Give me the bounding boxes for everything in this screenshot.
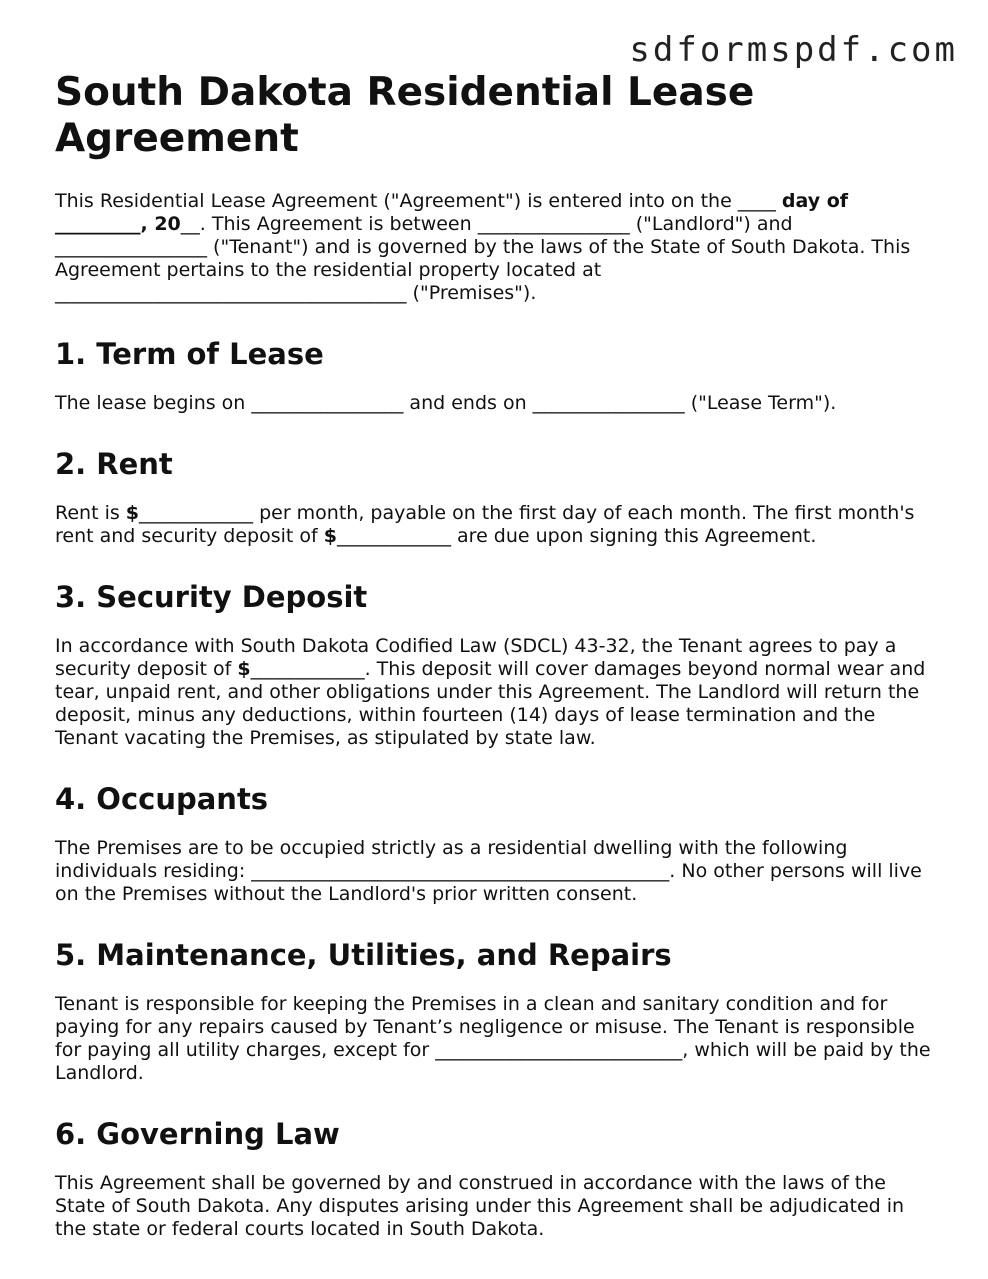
section-body (55, 1172, 935, 1241)
intro-text: This Residential Lease Agreement ("Agreement") is entered into on the ____ (55, 190, 782, 212)
section-rent (55, 447, 935, 548)
section-text: ____________ per month, payable on the first day of each month. The first month's rent and security deposit of (55, 502, 915, 547)
section-heading: 1. Term of Lease (55, 337, 324, 371)
section-text: Tenant is responsible for keeping the Premises in a clean and sanitary condition and for paying for any repairs caused by Tenant’s negligence or misuse. The Tenant is responsible for paying all utility charges, except for __________________________, which will be paid by the Landlord. (55, 993, 931, 1084)
document-title: South Dakota Residential Lease Agreement (55, 70, 755, 161)
intro-paragraph (55, 190, 935, 305)
intro-bold-date: day of _________, 20 (55, 190, 849, 235)
section-text: ____________ are due upon signing this Agreement. (337, 525, 817, 547)
section-body (55, 392, 935, 415)
section-heading: 3. Security Deposit (55, 580, 368, 614)
site-watermark: sdformspdf.com (629, 30, 958, 70)
intro-text-2: __. This Agreement is between ________________ ("Landlord") and ________________ ("Tenant") and is governed by the laws of the State of South Dakota. This Agreement pertains to the residential property located at _____________________________________ ("Premises"). (55, 213, 911, 304)
section-heading: 4. Occupants (55, 782, 269, 816)
document-page (55, 70, 935, 1241)
section-maintenance (55, 938, 935, 1085)
section-body (55, 502, 935, 548)
dollar-sign: $ (323, 525, 337, 547)
section-occupants (55, 782, 935, 906)
section-governing-law (55, 1117, 935, 1241)
section-text: This Agreement shall be governed by and construed in accordance with the laws of the State of South Dakota. Any disputes arising under this Agreement shall be adjudicated in the state or federal courts located in South Dakota. (55, 1172, 905, 1240)
dollar-sign: $ (125, 502, 140, 524)
section-text: In accordance with South Dakota Codified Law (SDCL) 43-32, the Tenant agrees to pay a security deposit of (55, 635, 897, 680)
section-body (55, 635, 935, 750)
section-security-deposit (55, 580, 935, 750)
section-text: ____________. This deposit will cover damages beyond normal wear and tear, unpaid rent, and other obligations under this Agreement. The Landlord will return the deposit, minus any deductions, within fourteen (14) days of lease termination and the Tenant vacating the Premises, as stipulated by state law. (55, 658, 926, 749)
dollar-sign: $ (237, 658, 251, 680)
section-text: The Premises are to be occupied strictly as a residential dwelling with the following individuals residing: ____________________________________________. No other persons will live on the Premises without the Landlord's prior written consent. (55, 837, 922, 905)
section-body (55, 993, 935, 1085)
section-heading: 5. Maintenance, Utilities, and Repairs (55, 938, 672, 972)
section-body (55, 837, 935, 906)
section-heading: 6. Governing Law (55, 1117, 340, 1151)
section-heading: 2. Rent (55, 447, 173, 481)
section-text: Rent is (55, 502, 126, 524)
section-text: The lease begins on ________________ and ends on ________________ ("Lease Term"). (55, 392, 837, 414)
section-term-of-lease (55, 337, 935, 415)
